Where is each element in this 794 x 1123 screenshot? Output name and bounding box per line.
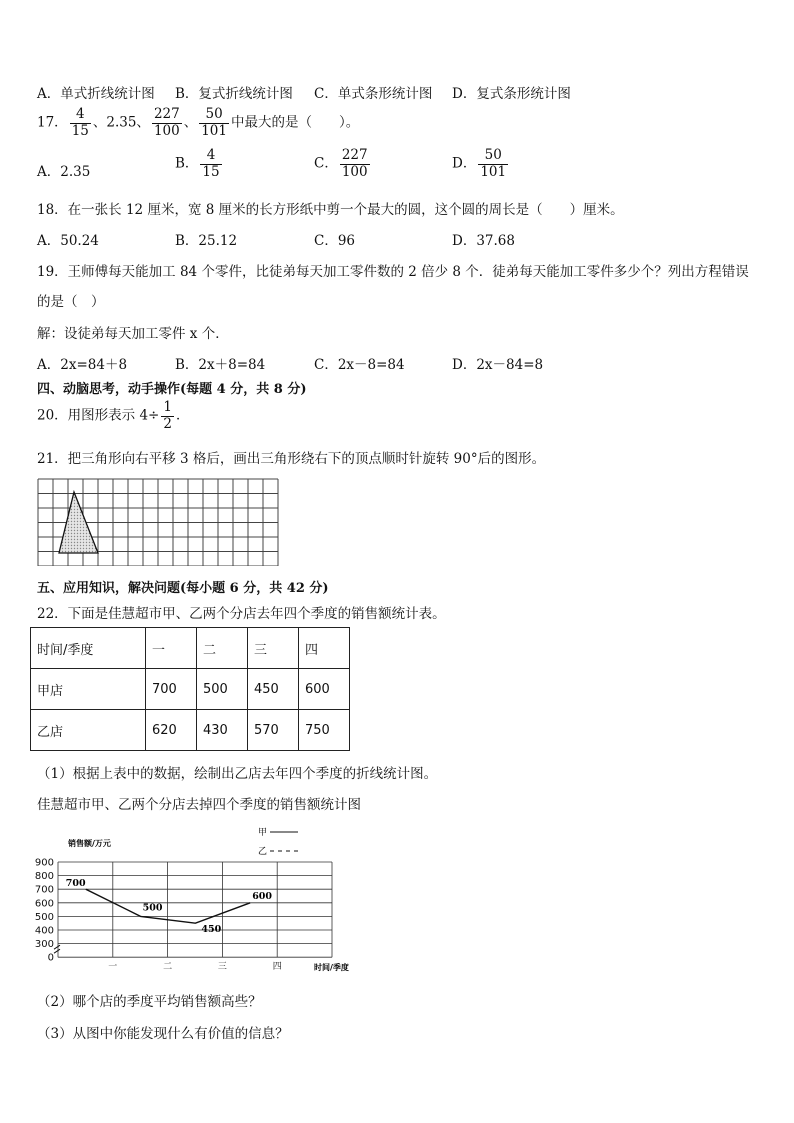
data-label: 500 xyxy=(142,902,163,914)
table-cell: 570 xyxy=(248,710,299,751)
q19-option-d: D．2x－84=8 xyxy=(452,357,544,373)
q22-sub-2: （2）哪个店的季度平均销售额高些？ xyxy=(37,994,262,1010)
chart-title: 佳慧超市甲、乙两个分店去掉四个季度的销售额统计图 xyxy=(37,797,361,813)
triangle-grid xyxy=(37,478,279,566)
q18-option-b: B．25.12 xyxy=(175,233,238,249)
chart-x-tick-label: 三 xyxy=(217,962,227,973)
question-18: 18．在一张长 12 厘米，宽 8 厘米的长方形纸中剪一个最大的圆，这个圆的周长是（ ）厘米。 xyxy=(37,202,624,218)
q19-option-a: A．2x=84＋8 xyxy=(37,357,128,373)
table-header-cell: 四 xyxy=(299,628,350,669)
q16-option-d: D．复式条形统计图 xyxy=(452,86,571,102)
q17-fraction-2: $\frac{227}{100}$ xyxy=(153,106,180,139)
chart-legend xyxy=(258,827,300,857)
section-4-heading: 四、动脑思考，动手操作(每题 4 分，共 8 分) xyxy=(37,382,307,397)
q20-fraction: $\frac{1}{2}$ xyxy=(163,399,172,432)
table-header-row xyxy=(31,628,350,669)
question-20: 20．用图形表示 4÷ $\frac{1}{2}$ ． xyxy=(37,399,190,432)
section-5-heading: 五、应用知识，解决问题(每小题 6 分，共 42 分) xyxy=(37,581,329,596)
chart-x-tick-label: 二 xyxy=(163,962,173,973)
q19-option-b: B．2x＋8=84 xyxy=(175,357,266,373)
chart-y-tick-label: 300 xyxy=(34,939,54,951)
q22-sub-1: （1）根据上表中的数据，绘制出乙店去年四个季度的折线统计图。 xyxy=(37,766,438,782)
q22-sub-3: （3）从图中你能发现什么有价值的信息？ xyxy=(37,1026,289,1042)
legend-yi-label: 乙 xyxy=(258,847,268,857)
data-label: 450 xyxy=(201,924,222,936)
data-label: 700 xyxy=(65,878,86,890)
table-header-cell: 时间/季度 xyxy=(31,628,146,669)
q17-fraction-3: $\frac{50}{101}$ xyxy=(201,106,227,139)
q17-option-d: D． $\frac{50}{101}$ xyxy=(452,147,507,180)
q16-option-c: C．单式条形统计图 xyxy=(314,86,433,102)
chart-y-tick-label: 400 xyxy=(34,925,54,937)
q16-option-b: B．复式折线统计图 xyxy=(175,86,293,102)
q16-option-a: A．单式折线统计图 xyxy=(37,86,155,102)
question-19-line2: 的是（ ） xyxy=(37,294,105,310)
q19-solution: 解：设徒弟每天加工零件 x 个． xyxy=(37,326,229,342)
table-cell: 450 xyxy=(248,669,299,710)
chart-y-tick-label: 800 xyxy=(34,871,54,883)
q19-option-c: C．2x－8=84 xyxy=(314,357,405,373)
q18-option-a: A．50.24 xyxy=(37,233,99,249)
chart-y-tick-label: 700 xyxy=(34,884,54,896)
chart-y-tick-label: 0 xyxy=(47,952,54,964)
table-row xyxy=(31,669,350,710)
q17-option-a: A．2.35 xyxy=(37,164,91,180)
table-cell: 500 xyxy=(197,669,248,710)
table-cell: 620 xyxy=(146,710,197,751)
legend-jia-label: 甲 xyxy=(258,828,268,838)
axis-break-mark xyxy=(54,945,60,953)
table-header-cell: 一 xyxy=(146,628,197,669)
question-22: 22．下面是佳慧超市甲、乙两个分店去年四个季度的销售额统计表。 xyxy=(37,606,446,622)
chart-ylabel: 销售额/万元 xyxy=(68,839,111,848)
sales-table xyxy=(30,627,350,751)
question-21: 21．把三角形向右平移 3 格后，画出三角形绕右下的顶点顺时针旋转 90°后的图形。 xyxy=(37,451,546,467)
table-cell: 甲店 xyxy=(31,669,146,710)
q18-option-c: C．96 xyxy=(314,233,356,249)
q17-option-c: C． $\frac{227}{100}$ xyxy=(314,147,368,180)
table-row xyxy=(31,710,350,751)
table-cell: 750 xyxy=(299,710,350,751)
table-cell: 430 xyxy=(197,710,248,751)
line-chart xyxy=(30,822,370,978)
q17-number: 17． xyxy=(37,114,68,131)
q17-option-b: B． $\frac{4}{15}$ xyxy=(175,147,220,180)
chart-y-tick-label: 600 xyxy=(34,898,54,910)
chart-xlabel: 时间/季度 xyxy=(314,963,349,972)
data-label: 600 xyxy=(252,890,273,902)
question-19-line1: 19．王师傅每天能加工 84 个零件，比徒弟每天加工零件数的 2 倍少 8 个．徒弟每天能加工零件多少个？列出方程错误 xyxy=(37,264,749,280)
chart-y-tick-label: 500 xyxy=(34,911,54,923)
table-cell: 600 xyxy=(299,669,350,710)
chart-x-tick-label: 一 xyxy=(108,962,118,973)
q17-fraction-1: $\frac{4}{15}$ xyxy=(71,106,89,139)
chart-y-tick-label: 900 xyxy=(34,857,54,869)
question-17: 17． $\frac{4}{15}$ 、2.35、 $\frac{227}{100}$ 、 $\frac{50}{101}$ 中最大的是（ ）。 xyxy=(37,106,360,139)
table-cell: 乙店 xyxy=(31,710,146,751)
table-cell: 700 xyxy=(146,669,197,710)
q18-option-d: D．37.68 xyxy=(452,233,515,249)
table-header-cell: 三 xyxy=(248,628,299,669)
table-header-cell: 二 xyxy=(197,628,248,669)
chart-x-tick-label: 四 xyxy=(272,962,282,973)
